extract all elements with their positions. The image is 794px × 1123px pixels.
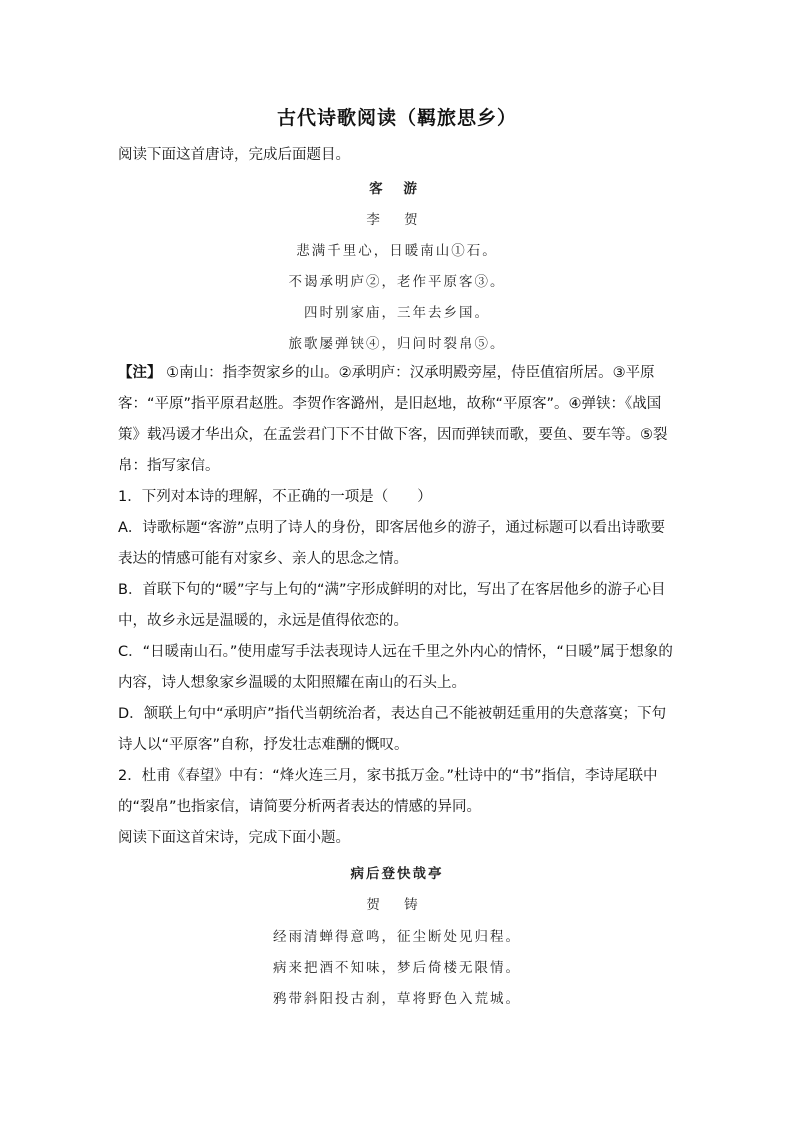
poem-title: 客 游 bbox=[369, 181, 425, 197]
poem-line: 悲满千里心，日暖南山①石。 bbox=[296, 243, 498, 259]
poem-author: 李 贺 bbox=[366, 212, 428, 228]
poem-2-line: 经雨清蝉得意鸣，征尘断处见归程。 bbox=[273, 929, 521, 945]
poem-line: 旅歌屡弹铗④，归问时裂帛⑤。 bbox=[288, 336, 506, 352]
question-1: 1．下列对本诗的理解，不正确的一项是（ ） bbox=[118, 489, 432, 505]
poem-line: 四时别家庙，三年去乡国。 bbox=[304, 305, 490, 321]
option-d: D．颔联上句中“承明庐”指代当朝统治者，表达自己不能被朝廷重用的失意落寞；下句诗人以“平原客”自称，抒发壮志难酬的慨叹。 bbox=[118, 706, 667, 753]
note-text: ①南山：指李贺家乡的山。②承明庐：汉承明殿旁屋，侍臣值宿所居。③平原客：“平原”指平原君赵胜。李贺作客潞州，是旧赵地，故称“平原客”。④弹铗：《战国策》载冯谖才华出众，在孟尝君门下不甘做下客，因而弹铗而歌，要鱼、要车等。⑤裂帛：指写家信。 bbox=[118, 365, 668, 474]
option-b: B．首联下句的“暖”字与上句的“满”字形成鲜明的对比，写出了在客居他乡的游子心目中，故乡永远是温暖的，永远是值得依恋的。 bbox=[118, 582, 666, 629]
intro-text-2: 阅读下面这首宋诗，完成下面小题。 bbox=[118, 830, 350, 846]
annotation-note bbox=[118, 358, 678, 482]
option-a: A．诗歌标题“客游”点明了诗人的身份，即客居他乡的游子，通过标题可以看出诗歌要表达的情感可能有对家乡、亲人的思念之情。 bbox=[118, 520, 665, 567]
question-2: 2．杜甫《春望》中有：“烽火连三月，家书抵万金。”杜诗中的“书”指信，李诗尾联中的“裂帛”也指家信，请简要分析两者表达的情感的异同。 bbox=[118, 768, 658, 815]
note-label: 【注】 bbox=[118, 365, 162, 381]
page-title: 古代诗歌阅读（羁旅思乡） bbox=[276, 107, 517, 129]
poem-line: 不谒承明庐②，老作平原客③。 bbox=[288, 274, 506, 290]
poem-2-title: 病后登快哉亭 bbox=[350, 866, 444, 882]
option-c: C．“日暖南山石。”使用虚写手法表现诗人远在千里之外内心的情怀，“日暖”属于想象的内容，诗人想象家乡温暖的太阳照耀在南山的石头上。 bbox=[118, 644, 673, 691]
poem-2-line: 鸦带斜阳投古刹，草将野色入荒城。 bbox=[273, 991, 521, 1007]
intro-text: 阅读下面这首唐诗，完成后面题目。 bbox=[118, 147, 350, 163]
poem-2-line: 病来把酒不知味，梦后倚楼无限情。 bbox=[273, 960, 521, 976]
poem-2-author: 贺 铸 bbox=[366, 897, 428, 913]
